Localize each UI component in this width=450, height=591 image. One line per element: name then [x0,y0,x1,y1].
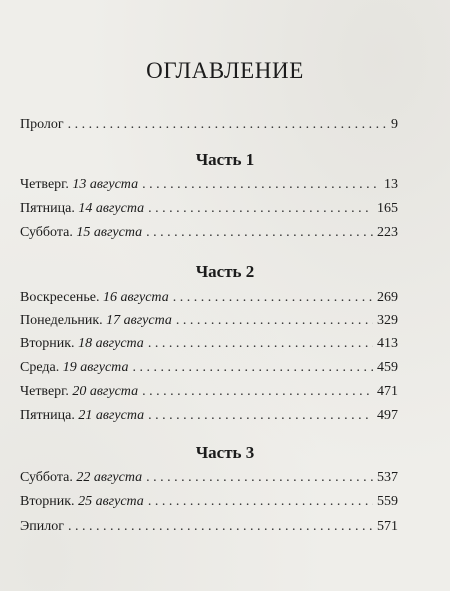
part-heading: Часть 1 [195,150,255,169]
entry-label: Понедельник. 17 августа [20,313,172,328]
part-heading: Часть 3 [195,443,255,462]
entry-label: Вторник. 25 августа [20,494,144,509]
dot-leader [148,335,373,353]
page-number: 537 [377,470,398,485]
page-number: 165 [377,201,398,216]
dot-leader [142,176,380,194]
entry-date: 25 августа [78,494,144,509]
page-number: 223 [377,225,398,240]
toc-entry [20,493,398,511]
dot-leader [142,383,373,401]
dot-leader [68,518,373,536]
entry-label: Воскресенье. 16 августа [20,290,169,305]
dot-leader [148,407,373,425]
entry-label: Четверг. 13 августа [20,177,139,192]
page-number: 413 [377,336,398,351]
page-number: 571 [377,519,398,534]
dot-leader [148,200,373,218]
toc-entry [20,359,398,377]
page-number: 559 [377,494,398,509]
page-number: 497 [377,408,398,423]
toc-entry-epilogue [20,518,398,536]
toc-entry-prologue [20,116,398,134]
entry-date: 21 августа [78,408,145,423]
dot-leader [176,312,373,330]
entry-label: Пятница. 14 августа [20,201,145,216]
dot-leader [146,469,373,487]
page-number: 9 [391,117,398,132]
toc-entry [20,312,398,330]
entry-label: Среда. 19 августа [20,360,129,375]
dot-leader [68,116,387,134]
entry-date: 19 августа [62,360,129,375]
entry-date: 15 августа [76,225,143,240]
toc-entry [20,335,398,353]
entry-date: 16 августа [102,290,169,305]
entry-date: 14 августа [78,201,145,216]
dot-leader [132,359,373,377]
toc-entry [20,289,398,307]
toc-entry [20,407,398,425]
toc-entry [20,176,398,194]
entry-label: Пятница. 21 августа [20,408,145,423]
entry-label: Эпилог [20,519,64,534]
entry-label: Суббота. 22 августа [20,470,143,485]
entry-date: 13 августа [72,177,139,192]
entry-date: 20 августа [72,384,139,399]
page-number: 269 [377,290,398,305]
page-number: 471 [377,384,398,399]
toc-entry [20,200,398,218]
dot-leader [148,493,373,511]
page-number: 329 [377,313,398,328]
toc-entry [20,224,398,242]
page-title: ОГЛАВЛЕНИЕ [146,58,304,83]
part-heading: Часть 2 [195,262,255,281]
entry-date: 17 августа [106,313,172,328]
entry-date: 18 августа [78,336,144,351]
entry-label: Суббота. 15 августа [20,225,143,240]
toc-entry [20,469,398,487]
entry-label: Пролог [20,117,64,132]
dot-leader [146,224,373,242]
entry-label: Четверг. 20 августа [20,384,139,399]
page-number: 13 [384,177,398,192]
entry-date: 22 августа [76,470,143,485]
toc-entry [20,383,398,401]
entry-label: Вторник. 18 августа [20,336,144,351]
page-number: 459 [377,360,398,375]
dot-leader [173,289,373,307]
